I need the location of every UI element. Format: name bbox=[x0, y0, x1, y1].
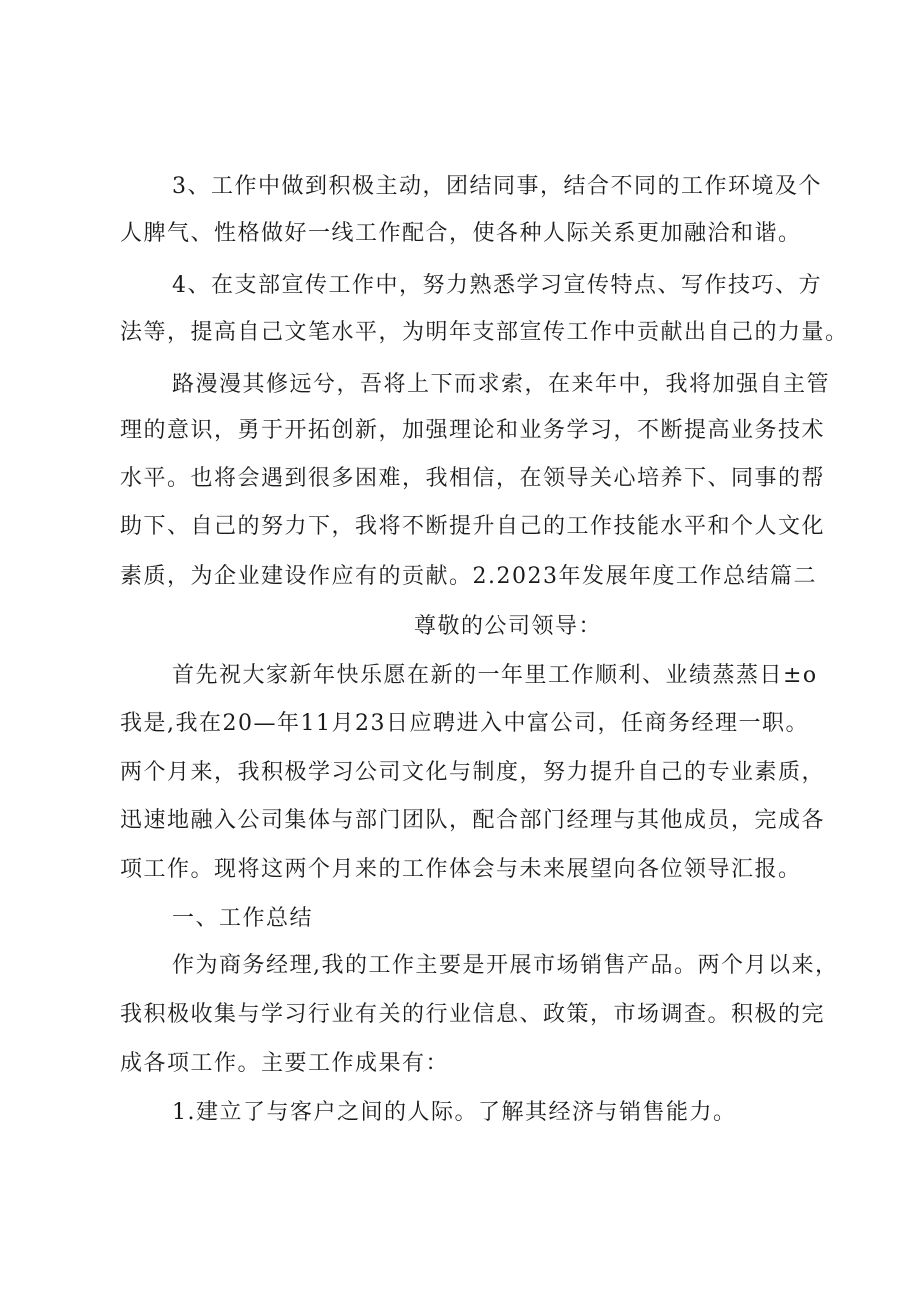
section-heading: 一、工作总结 bbox=[172, 906, 314, 931]
text-line: 理的意识，勇于开拓创新，加强理论和业务学习，不断提高业务技术 bbox=[120, 418, 826, 443]
salutation-line: 尊敬的公司领导： bbox=[413, 614, 602, 639]
text-line: 4、在支部宣传工作中，努力熟悉学习宣传特点、写作技巧、方 bbox=[172, 273, 822, 298]
text-line: 3、工作中做到积极主动，团结同事，结合不同的工作环境及个 bbox=[172, 174, 822, 199]
text-line: 法等，提高自己文笔水平，为明年支部宣传工作中贡献出自己的力量。 bbox=[120, 320, 849, 345]
list-item: 1.建立了与客户之间的人际。了解其经济与销售能力。 bbox=[172, 1100, 737, 1125]
text-line: 迅速地融入公司集体与部门团队，配合部门经理与其他成员，完成各 bbox=[120, 808, 826, 833]
text-line: 我积极收集与学习行业有关的行业信息、政策，市场调查。积极的完 bbox=[120, 1002, 826, 1027]
text-line: 人脾气、性格做好一线工作配合，使各种人际关系更加融洽和谐。 bbox=[120, 221, 802, 246]
text-line: 助下、自己的努力下，我将不断提升自己的工作技能水平和个人文化 bbox=[120, 514, 826, 539]
text-line: 成各项工作。主要工作成果有： bbox=[120, 1051, 450, 1076]
text-line: 水平。也将会遇到很多困难，我相信，在领导关心培养下、同事的帮 bbox=[120, 466, 826, 491]
text-line: 素质，为企业建设作应有的贡献。2.2023年发展年度工作总结篇二 bbox=[120, 564, 817, 589]
text-line: 两个月来，我积极学习公司文化与制度，努力提升自己的专业素质， bbox=[120, 760, 826, 785]
text-line: 作为商务经理,我的工作主要是开展市场销售产品。两个月以来， bbox=[172, 953, 839, 978]
text-line: 首先祝大家新年快乐愿在新的一年里工作顺利、业绩蒸蒸日±o bbox=[172, 663, 818, 688]
text-line: 项工作。现将这两个月来的工作体会与未来展望向各位领导汇报。 bbox=[120, 857, 802, 882]
text-line: 路漫漫其修远兮，吾将上下而求索，在来年中，我将加强自主管 bbox=[172, 372, 831, 397]
text-line: 我是,我在20—年11月23日应聘进入中富公司，任商务经理一职。 bbox=[120, 711, 809, 736]
